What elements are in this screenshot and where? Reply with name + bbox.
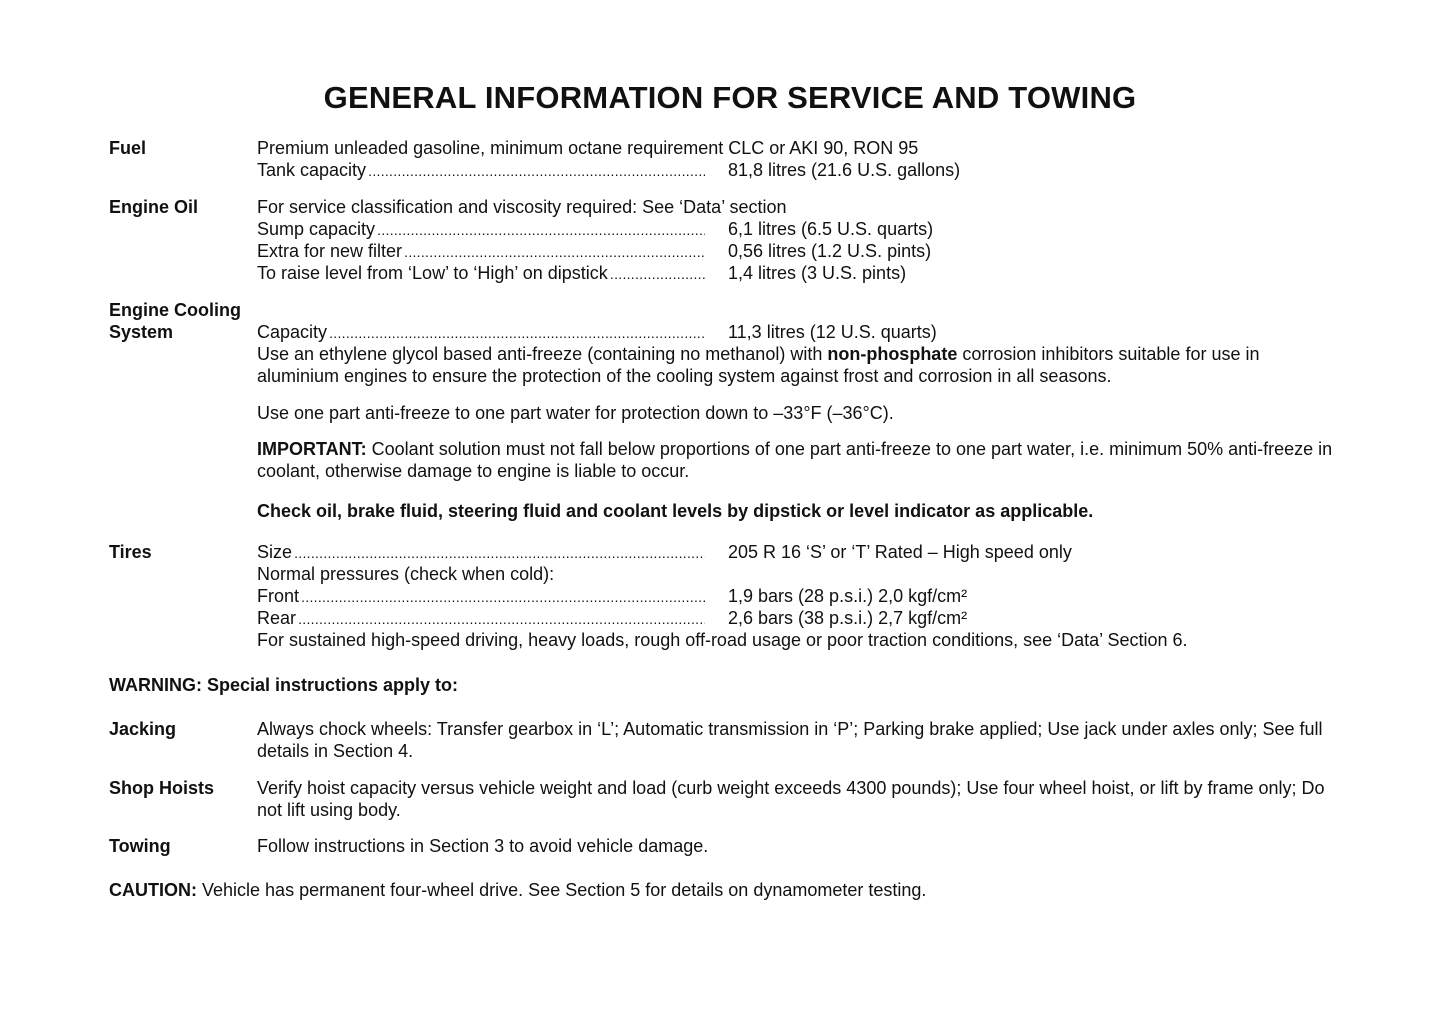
engine-oil-label: Engine Oil	[109, 197, 199, 217]
tire-size-label: Size	[257, 542, 293, 562]
cooling-capacity-value: 11,3 litres (12 U.S. quarts)	[728, 322, 937, 342]
towing-label: Towing	[109, 836, 171, 856]
front-pressure-leader	[257, 585, 705, 607]
cooling-capacity-label: Capacity	[257, 322, 328, 342]
non-phosphate-emphasis: non-phosphate	[827, 344, 958, 364]
front-pressure-label: Front	[257, 586, 300, 606]
antifreeze-paragraph	[257, 343, 1342, 387]
shop-hoists-text: Verify hoist capacity versus vehicle weight and load (curb weight exceeds 4300 pounds); Use four wheel hoist, or lift by frame only; Do not lift using body.	[257, 778, 1325, 820]
jacking-label: Jacking	[109, 719, 177, 739]
rear-pressure-label: Rear	[257, 608, 297, 628]
sump-capacity-leader	[257, 218, 705, 240]
check-levels-note: Check oil, brake fluid, steering fluid and coolant levels by dipstick or level indicator as applicable.	[257, 501, 1094, 521]
raise-level-label: To raise level from ‘Low’ to ‘High’ on dipstick	[257, 263, 608, 283]
tire-pressures-heading: Normal pressures (check when cold):	[257, 564, 555, 584]
tank-capacity-leader	[257, 159, 705, 181]
rear-pressure-leader	[257, 607, 705, 629]
front-pressure-value: 1,9 bars (28 p.s.i.) 2,0 kgf/cm²	[728, 586, 968, 606]
sump-capacity-value: 6,1 litres (6.5 U.S. quarts)	[728, 219, 934, 239]
cooling-label-line2: System	[109, 322, 174, 342]
tire-high-speed-note: For sustained high-speed driving, heavy loads, rough off-road usage or poor traction conditions, see ‘Data’ Section 6.	[257, 630, 1188, 650]
tires-label: Tires	[109, 542, 152, 562]
warning-heading: WARNING: Special instructions apply to:	[109, 675, 459, 695]
caution-label: CAUTION:	[109, 880, 197, 900]
antifreeze-text-end: corrosion inhibitors suitable for use in aluminium engines to ensure the protection of the cooling system against frost and corrosion in all seasons.	[257, 344, 1260, 386]
shop-hoists-label: Shop Hoists	[109, 778, 215, 798]
tank-capacity-label: Tank capacity	[257, 160, 367, 180]
towing-text: Follow instructions in Section 3 to avoid vehicle damage.	[257, 836, 709, 856]
jacking-text: Always chock wheels: Transfer gearbox in ‘L’; Automatic transmission in ‘P’; Parking brake applied; Use jack under axles only; See full details in Section 4.	[257, 719, 1323, 761]
antifreeze-text-start: Use an ethylene glycol based anti-freeze (containing no methanol) with	[257, 344, 828, 364]
engine-oil-classification: For service classification and viscosity required: See ‘Data’ section	[257, 197, 787, 217]
important-text: Coolant solution must not fall below proportions of one part anti-freeze to one part water, i.e. minimum 50% anti-freeze in coolant, otherwise damage to engine is liable to occur.	[257, 439, 1333, 481]
raise-level-leader	[257, 262, 705, 284]
raise-level-value: 1,4 litres (3 U.S. pints)	[728, 263, 907, 283]
fuel-requirement: Premium unleaded gasoline, minimum octane requirement CLC or AKI 90, RON 95	[257, 138, 919, 158]
antifreeze-ratio: Use one part anti-freeze to one part water for protection down to –33°F (–36°C).	[257, 403, 894, 423]
extra-filter-leader	[257, 240, 705, 262]
important-label: IMPORTANT:	[257, 439, 367, 459]
cooling-label-line1: Engine Cooling	[109, 300, 241, 320]
important-note	[257, 438, 1342, 482]
tire-size-leader	[257, 541, 705, 563]
sump-capacity-label: Sump capacity	[257, 219, 376, 239]
extra-filter-value: 0,56 litres (1.2 U.S. pints)	[728, 241, 932, 261]
caution-text: Vehicle has permanent four-wheel drive. See Section 5 for details on dynamometer testing.	[197, 880, 927, 900]
caution-note	[109, 879, 926, 901]
page-title: GENERAL INFORMATION FOR SERVICE AND TOWING	[323, 80, 1137, 115]
extra-filter-label: Extra for new filter	[257, 241, 403, 261]
fuel-label: Fuel	[109, 138, 147, 158]
tire-size-value: 205 R 16 ‘S’ or ‘T’ Rated – High speed only	[728, 542, 1072, 562]
cooling-capacity-leader	[257, 321, 705, 343]
rear-pressure-value: 2,6 bars (38 p.s.i.) 2,7 kgf/cm²	[728, 608, 968, 628]
tank-capacity-value: 81,8 litres (21.6 U.S. gallons)	[728, 160, 961, 180]
